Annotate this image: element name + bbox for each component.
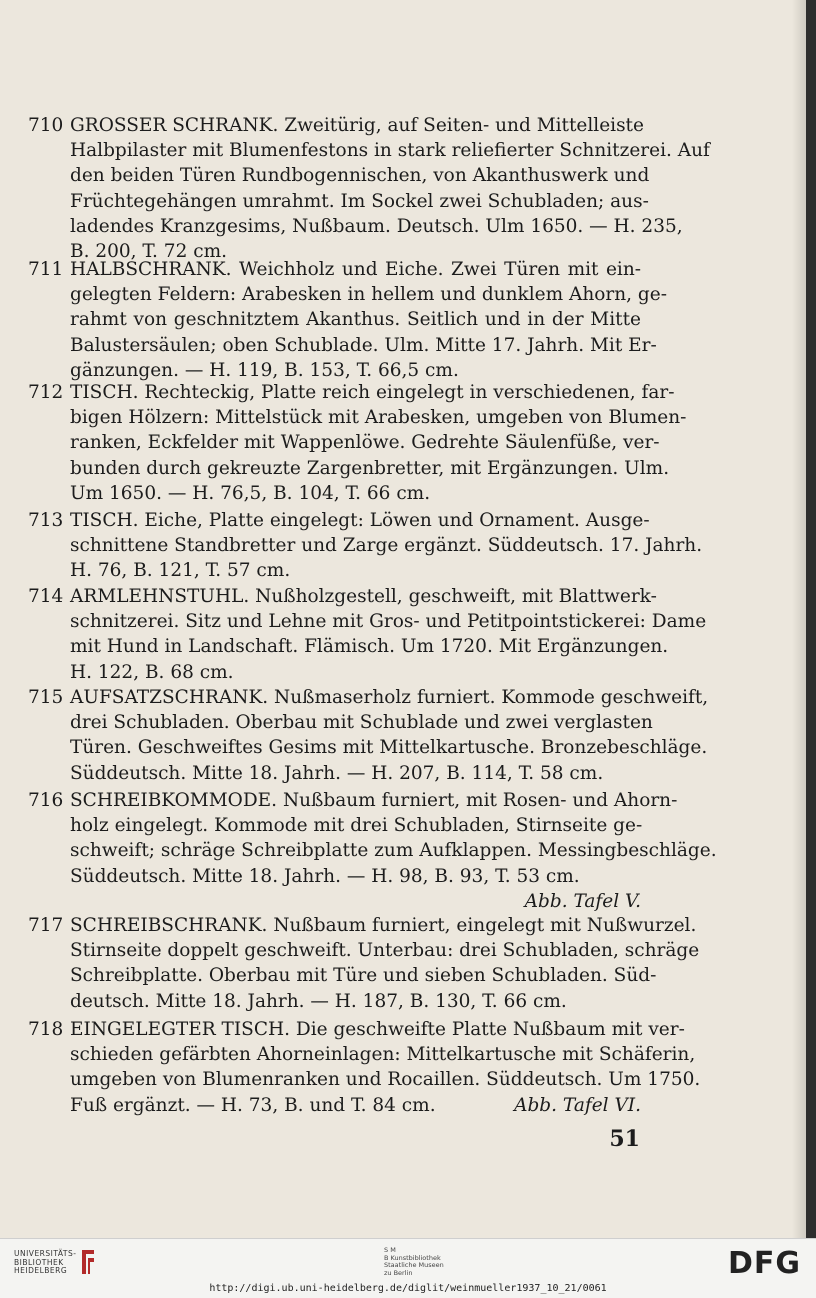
entry-number: 712 xyxy=(28,382,64,403)
entry-line: Halbpilaster mit Blumenfestons in stark reliefierter Schnitzerei. Auf xyxy=(70,140,710,162)
credit-line: zu Berlin xyxy=(384,1268,413,1277)
entry-text xyxy=(70,1017,701,1118)
entry-line: schnitzerei. Sitz und Lehne mit Gros- und Petitpointstickerei: Dame xyxy=(70,611,707,633)
entry-line: Stirnseite doppelt geschweift. Unterbau: drei Schubladen, schräge xyxy=(70,940,700,962)
entry-text xyxy=(70,913,700,1014)
entry-number: 717 xyxy=(28,915,64,936)
entry-line: den beiden Türen Rundbogennischen, von Akanthuswerk und xyxy=(70,165,650,187)
entry-line: ladendes Kranzgesims, Nußbaum. Deutsch. Ulm 1650. — H. 235, xyxy=(70,215,683,237)
entry-line: schnittene Standbretter und Zarge ergänzt. Süddeutsch. 17. Jahrh. xyxy=(70,535,703,557)
entry-text xyxy=(70,113,710,264)
entry-line: SCHREIBSCHRANK. Nußbaum furniert, eingelegt mit Nußwurzel. xyxy=(70,915,697,936)
entry-text xyxy=(70,685,709,786)
entry-line: AUFSATZSCHRANK. Nußmaserholz furniert. Kommode geschweift, xyxy=(70,687,709,708)
entry-line: TISCH. Rechteckig, Platte reich eingelegt in verschiedenen, far- xyxy=(70,382,675,403)
entry-text xyxy=(70,508,703,584)
entry-line: Balustersäulen; oben Schublade. Ulm. Mitte 17. Jahrh. Mit Er- xyxy=(70,334,657,356)
credit-line: S M xyxy=(384,1246,396,1254)
entry-text xyxy=(70,788,717,914)
entry-line: Süddeutsch. Mitte 18. Jahrh. — H. 98, B. 93, T. 53 cm. xyxy=(70,865,580,887)
logo-line: HEIDELBERG xyxy=(14,1266,68,1275)
entry-line: SCHREIBKOMMODE. Nußbaum furniert, mit Rosen- und Ahorn- xyxy=(70,790,678,811)
entry-line: Süddeutsch. Mitte 18. Jahrh. — H. 207, B. 114, T. 58 cm. xyxy=(70,762,604,784)
entry-line: Fuß ergänzt. — H. 73, B. und T. 84 cm. xyxy=(70,1094,436,1116)
entry-number: 718 xyxy=(28,1019,64,1040)
entry-text xyxy=(70,257,667,383)
entry-text xyxy=(70,380,687,506)
plate-reference: Abb. Tafel V. xyxy=(524,890,641,912)
entry-text xyxy=(70,584,707,685)
page-number: 51 xyxy=(609,1126,640,1152)
entry-line: EINGELEGTER TISCH. Die geschweifte Platte Nußbaum mit ver- xyxy=(70,1019,685,1040)
credit-line: Staatliche Museen xyxy=(384,1261,444,1269)
museum-credit xyxy=(384,1247,444,1277)
entry-line: Schreibplatte. Oberbau mit Türe und sieben Schubladen. Süd- xyxy=(70,965,657,987)
university-emblem-icon xyxy=(78,1246,98,1278)
entry-line: B. 200, T. 72 cm. xyxy=(70,240,228,262)
entry-line: gelegten Feldern: Arabesken in hellem und dunklem Ahorn, ge- xyxy=(70,284,667,306)
entry-line: bunden durch gekreuzte Zargenbretter, mit Ergänzungen. Ulm. xyxy=(70,457,670,479)
entry-line: holz eingelegt. Kommode mit drei Schubladen, Stirnseite ge- xyxy=(70,815,643,837)
logo-line: UNIVERSITÄTS- xyxy=(14,1249,77,1258)
entry-line: HALBSCHRANK. Weichholz und Eiche. Zwei Türen mit ein- xyxy=(70,259,641,280)
entry-line: rahmt von geschnitztem Akanthus. Seitlich und in der Mitte xyxy=(70,309,641,331)
entry-line: Früchtegehängen umrahmt. Im Sockel zwei Schubladen; aus- xyxy=(70,190,649,212)
entry-line: H. 76, B. 121, T. 57 cm. xyxy=(70,560,291,582)
logo-line: BIBLIOTHEK xyxy=(14,1257,64,1267)
entry-number: 711 xyxy=(28,259,64,280)
permalink-url[interactable]: http://digi.ub.uni-heidelberg.de/diglit/weinmueller1937_10_21/0061 xyxy=(209,1283,607,1294)
entry-line: schweift; schräge Schreibplatte zum Aufklappen. Messingbeschläge. xyxy=(70,840,717,862)
entry-line: gänzungen. — H. 119, B. 153, T. 66,5 cm. xyxy=(70,359,459,381)
university-library-logo[interactable] xyxy=(14,1250,76,1276)
entry-number: 714 xyxy=(28,586,64,607)
entry-line: schieden gefärbten Ahorneinlagen: Mittelkartusche mit Schäferin, xyxy=(70,1044,696,1066)
entry-line: bigen Hölzern: Mittelstück mit Arabesken, umgeben von Blumen- xyxy=(70,407,687,429)
entry-line: ARMLEHNSTUHL. Nußholzgestell, geschweift, mit Blattwerk- xyxy=(70,586,657,607)
entry-line: mit Hund in Landschaft. Flämisch. Um 1720. Mit Ergänzungen. xyxy=(70,636,669,658)
entry-number: 715 xyxy=(28,687,64,708)
entry-number: 713 xyxy=(28,510,64,531)
plate-reference: Abb. Tafel VI. xyxy=(514,1094,641,1116)
entry-line: deutsch. Mitte 18. Jahrh. — H. 187, B. 130, T. 66 cm. xyxy=(70,990,567,1012)
entry-line: umgeben von Blumenranken und Rocaillen. Süddeutsch. Um 1750. xyxy=(70,1069,701,1091)
entry-line: Türen. Geschweiftes Gesims mit Mittelkartusche. Bronzebeschläge. xyxy=(70,737,708,759)
entry-line: TISCH. Eiche, Platte eingelegt: Löwen und Ornament. Ausge- xyxy=(70,510,650,531)
credit-line: B Kunstbibliothek xyxy=(384,1253,441,1262)
entry-line: drei Schubladen. Oberbau mit Schublade und zwei verglasten xyxy=(70,712,653,734)
entry-line: H. 122, B. 68 cm. xyxy=(70,661,234,683)
entry-line: Um 1650. — H. 76,5, B. 104, T. 66 cm. xyxy=(70,482,431,504)
entry-line: GROSSER SCHRANK. Zweitürig, auf Seiten- und Mittelleiste xyxy=(70,115,644,136)
dfg-logo[interactable]: DFG xyxy=(728,1246,802,1281)
entry-number: 710 xyxy=(28,115,64,136)
entry-number: 716 xyxy=(28,790,64,811)
entry-line: ranken, Eckfelder mit Wappenlöwe. Gedrehte Säulenfüße, ver- xyxy=(70,432,660,454)
